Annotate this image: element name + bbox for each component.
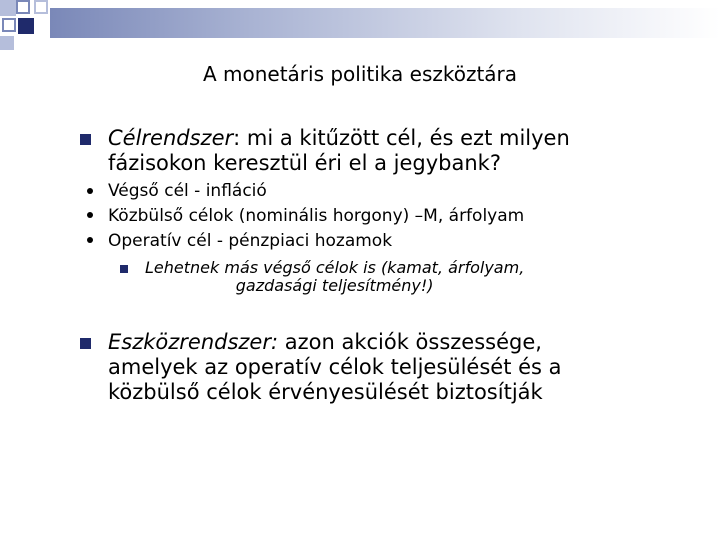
dot-bullet-icon <box>87 188 93 194</box>
decor-square-1 <box>0 0 16 16</box>
bullet-celrendszer <box>108 126 570 176</box>
bullet-eszkozrendszer <box>108 330 562 405</box>
note-lehetnek <box>145 259 524 295</box>
slide-title: A monetáris politika eszköztára <box>202 62 518 86</box>
sub-item-operativ-cel: Operatív cél - pénzpiaci hozamok <box>108 231 393 251</box>
decor-square-4 <box>2 18 16 32</box>
square-bullet-icon <box>80 338 91 349</box>
term-celrendszer: Célrendszer <box>108 126 234 150</box>
dot-bullet-icon <box>87 212 93 218</box>
square-bullet-icon <box>120 265 128 273</box>
dot-bullet-icon <box>87 237 93 243</box>
decor-square-2 <box>16 0 30 14</box>
bullet2-text-line2: amelyek az operatív célok teljesülését és a <box>108 355 562 379</box>
bullet2-text-line1: azon akciók összessége, <box>278 330 542 354</box>
bullet1-text-line1: : mi a kitűzött cél, és ezt milyen <box>233 126 570 150</box>
note-line2: gazdasági teljesítmény!) <box>235 276 434 295</box>
decor-square-6 <box>0 36 14 50</box>
sub-item-kozbulso-celok: Közbülső célok (nominális horgony) –M, árfolyam <box>108 206 525 226</box>
square-bullet-icon <box>80 134 91 145</box>
term-eszkozrendszer: Eszközrendszer: <box>108 330 279 354</box>
decor-square-5 <box>18 18 34 34</box>
decor-square-3 <box>34 0 48 14</box>
bullet1-text-line2: fázisokon keresztül éri el a jegybank? <box>108 151 501 175</box>
bullet2-text-line3: közbülső célok érvényesülését biztosítják <box>108 380 543 404</box>
note-line1: Lehetnek más végső célok is (kamat, árfolyam, <box>145 258 525 277</box>
sub-item-vegso-cel: Végső cél - infláció <box>108 181 267 201</box>
header-gradient-bar <box>50 8 720 38</box>
